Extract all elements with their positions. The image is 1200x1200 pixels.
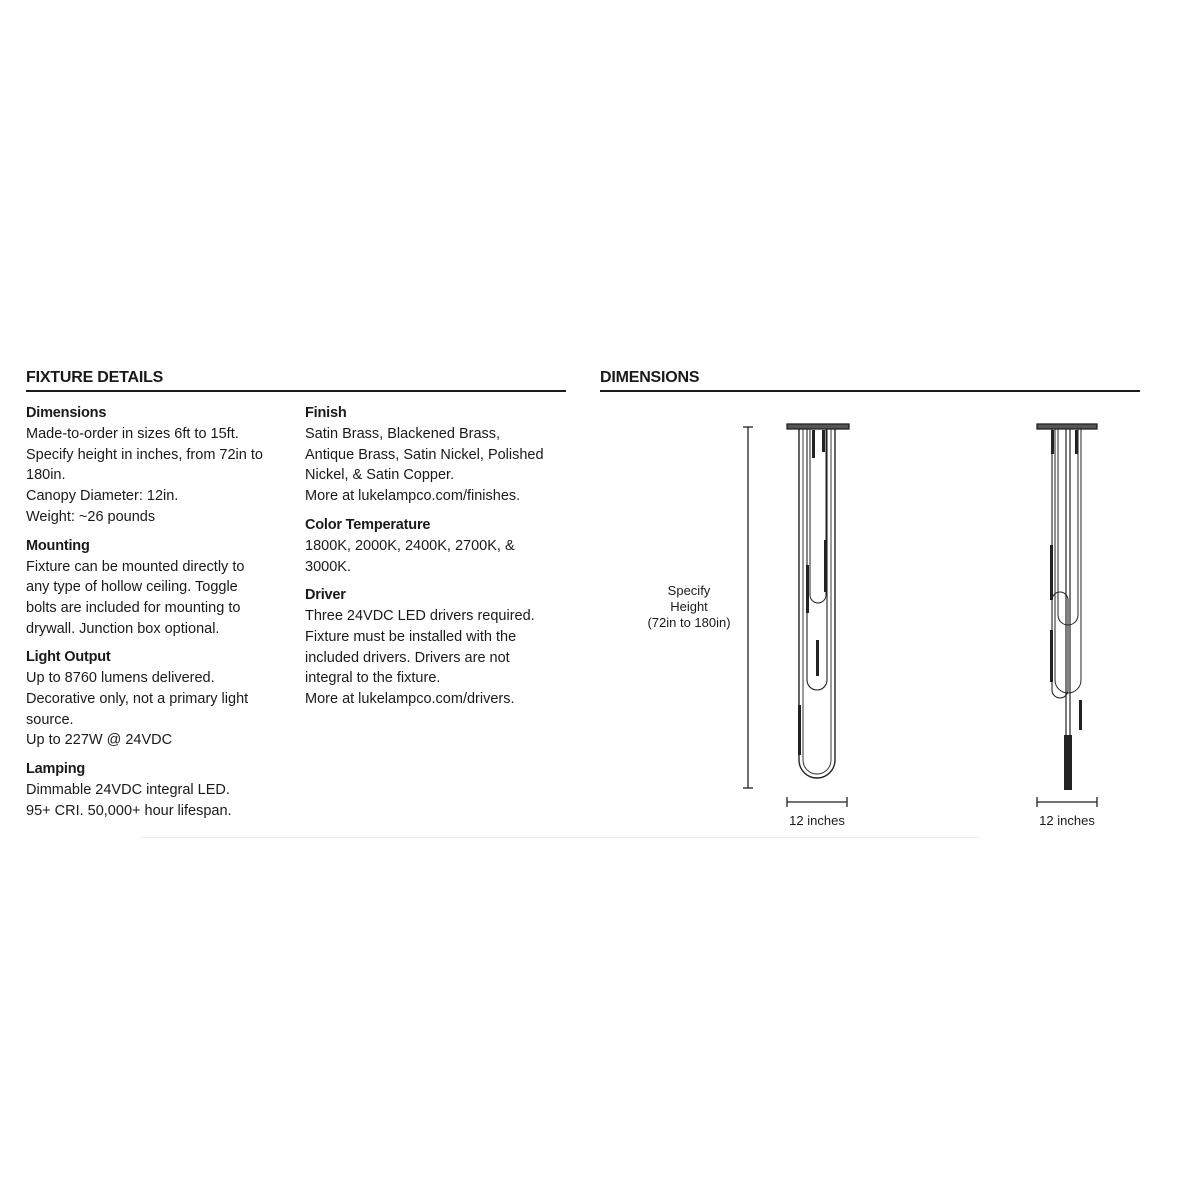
spec-line: any type of hollow ceiling. Toggle bbox=[26, 579, 238, 596]
spec-line: bolts are included for mounting to bbox=[26, 599, 241, 616]
spec-heading: Driver bbox=[305, 587, 346, 604]
spec-heading: Lamping bbox=[26, 761, 86, 778]
fixture-details-title: FIXTURE DETAILS bbox=[26, 369, 164, 386]
side-width-label: 12 inches bbox=[1039, 813, 1095, 828]
spec-line: included drivers. Drivers are not bbox=[305, 649, 510, 666]
dimensions-title: DIMENSIONS bbox=[600, 369, 700, 386]
spec-line: Antique Brass, Satin Nickel, Polished bbox=[305, 446, 544, 463]
spec-line: source. bbox=[26, 711, 74, 728]
front-width-dimension bbox=[787, 797, 847, 807]
spec-heading: Light Output bbox=[26, 649, 111, 666]
spec-heading: Mounting bbox=[26, 537, 90, 554]
spec-line: Fixture can be mounted directly to bbox=[26, 558, 245, 575]
height-label-line-2: Height bbox=[670, 599, 708, 614]
spec-line: integral to the fixture. bbox=[305, 670, 441, 687]
spec-line: Satin Brass, Blackened Brass, bbox=[305, 426, 501, 442]
spec-heading: Finish bbox=[305, 405, 347, 421]
spec-line: Fixture must be installed with the bbox=[305, 628, 517, 645]
spec-line: Three 24VDC LED drivers required. bbox=[305, 608, 535, 625]
bottom-divider bbox=[140, 837, 980, 838]
spec-line: Up to 227W @ 24VDC bbox=[26, 732, 173, 749]
spec-line: 1800K, 2000K, 2400K, 2700K, & bbox=[305, 537, 515, 554]
spec-heading: Color Temperature bbox=[305, 516, 431, 533]
spec-line: drywall. Junction box optional. bbox=[26, 620, 220, 637]
front-width-label: 12 inches bbox=[789, 813, 845, 828]
height-dimension-line bbox=[743, 427, 753, 788]
spec-line: Made-to-order in sizes 6ft to 15ft. bbox=[26, 426, 239, 442]
spec-heading: Dimensions bbox=[26, 405, 107, 421]
spec-line: 95+ CRI. 50,000+ hour lifespan. bbox=[26, 802, 232, 819]
spec-line: Specify height in inches, from 72in to bbox=[26, 446, 263, 463]
spec-line: 180in. bbox=[26, 467, 66, 484]
spec-line: Weight: ~26 pounds bbox=[26, 508, 156, 525]
spec-line: More at lukelampco.com/drivers. bbox=[305, 691, 515, 708]
spec-line: More at lukelampco.com/finishes. bbox=[305, 488, 521, 505]
front-view-fixture bbox=[787, 424, 849, 778]
spec-line: Nickel, & Satin Copper. bbox=[305, 467, 455, 484]
side-width-dimension bbox=[1037, 797, 1097, 807]
spec-line: 3000K. bbox=[305, 558, 351, 575]
side-view-fixture bbox=[1037, 424, 1097, 790]
height-label-line-3: (72in to 180in) bbox=[647, 615, 731, 630]
spec-line: Dimmable 24VDC integral LED. bbox=[26, 782, 230, 799]
spec-line: Up to 8760 lumens delivered. bbox=[26, 670, 215, 687]
spec-line: Decorative only, not a primary light bbox=[26, 691, 249, 708]
spec-line: Canopy Diameter: 12in. bbox=[26, 488, 179, 505]
height-label-line-1: Specify bbox=[667, 583, 711, 598]
